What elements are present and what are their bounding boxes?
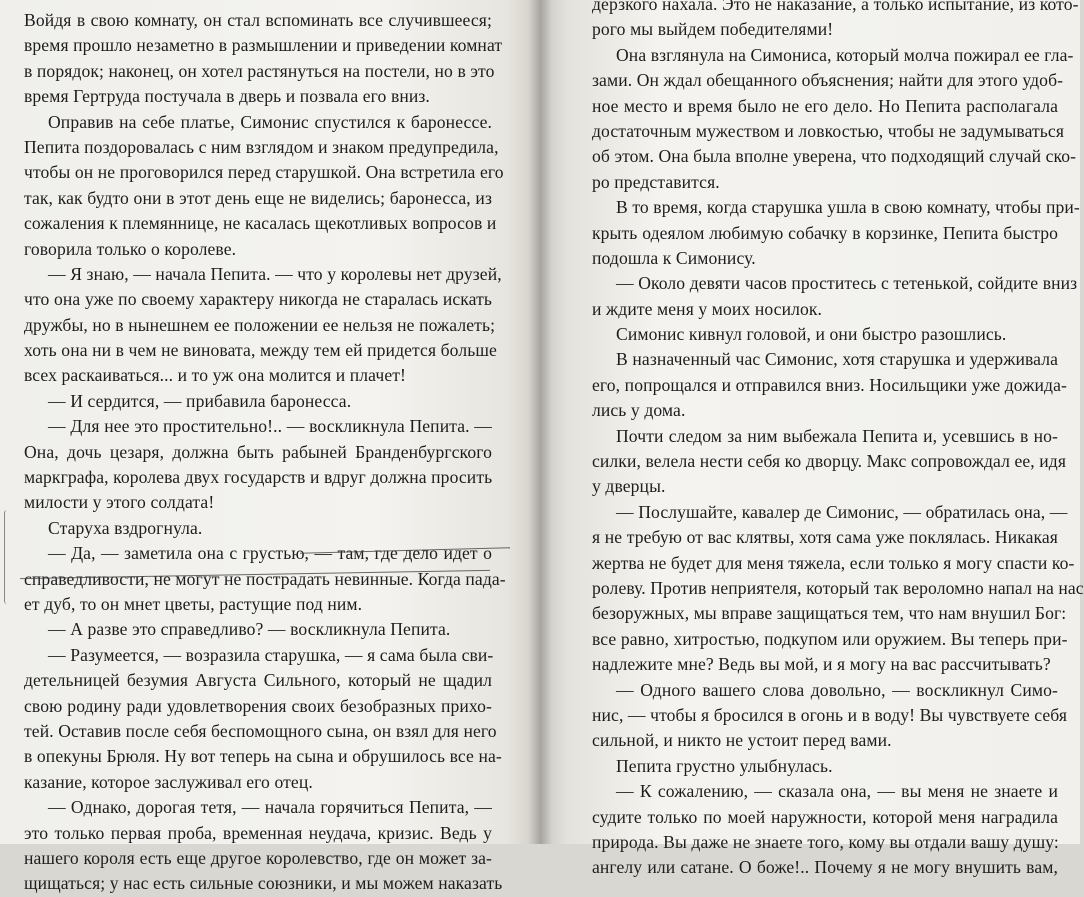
text-line: маркграфа, королева двух государств и вдруг должна просить [24,467,493,488]
text-line: судите только по моей наружности, которой меня наградила [592,806,1058,827]
text-line: его, попрощался и отправился вниз. Носильщики уже дожида- [592,374,1067,395]
text-line: Старуха вздрогнула. [48,517,203,538]
text-line: время Гертруда постучала в дверь и позвала его вниз. [24,86,430,107]
text-line: Симонис кивнул головой, и они быстро разошлись. [616,324,1007,345]
text-line: — К сожалению, — сказала она, — вы меня не знаете и [616,781,1058,802]
text-line: сильной, и никто не устоит перед вами. [592,730,892,751]
text-line: Она, дочь цезаря, должна быть рабыней Бранденбургского [24,441,492,462]
text-line: природа. Вы даже не знаете того, кому вы отдали вашу душу: [592,831,1059,852]
text-line: у дверцы. [592,476,666,497]
text-line: ро представится. [592,171,720,192]
text-line: — Около девяти часов проститесь с тетенькой, сойдите вниз [616,273,1078,294]
text-line: хоть она ни в чем не виновата, между тем ей придется больше [24,340,497,361]
text-line: дерзкого нахала. Это не наказание, а только испытание, из кото- [592,0,1079,14]
text-line: справедливости, не могут не пострадать невинные. Когда пада- [24,568,506,589]
text-line: ангелу или сатане. О боже!.. Почему я не могу внушить вам, [592,857,1058,878]
text-line: ет дуб, то он мнет цветы, растущие под ним. [24,593,363,614]
text-line: ролеву. Против неприятеля, который так вероломно напал на нас [592,577,1084,598]
text-line: в порядок; наконец, он хотел растянуться на постели, но в это [24,60,495,81]
text-line: и ждите меня у моих носилок. [592,298,823,319]
text-line: Пепита поздоровалась с ним взглядом и знаком предупредила, [24,136,499,157]
text-line: тей. Оставив после себя беспомощного сына, он взял для него [24,720,497,741]
text-line: — Однако, дорогая тетя, — начала горячиться Пепита, — [48,797,492,818]
text-line: — И сердится, — прибавила баронесса. [48,390,352,411]
text-line: я не требую от вас клятвы, хотя сама уже поклялась. Никакая [592,527,1058,548]
text-line: нис, — чтобы я бросился в огонь и в воду! Вы чувствуете себя [592,704,1068,725]
text-line: — Я знаю, — начала Пепита. — что у королевы нет друзей, [48,263,502,284]
text-line: жертва не будет для меня тяжела, если только я могу спасти ко- [592,552,1075,573]
text-line: — Для нее это простительно!.. — воскликнула Пепита. — [48,416,492,437]
text-line: лись у дома. [592,400,686,421]
text-line: это только первая проба, временная неудача, кризис. Ведь у [24,822,492,843]
text-line: подошла к Симонису. [592,247,756,268]
text-line: безоружных, мы вправе защищаться тем, что нам внушил Бог: [592,603,1067,624]
text-line: свою родину ради удовлетворения своих безобразных прихо- [24,695,492,716]
text-line: Войдя в свою комнату, он стал вспоминать все случившееся; [24,10,492,30]
text-line: — Одного вашего слова довольно, — воскликнул Симо- [616,679,1058,700]
text-line: казание, которое заслуживал его отец. [24,771,313,792]
text-line: в опекуны Брюля. Ну вот теперь на сына и обрушилось все на- [24,746,502,767]
text-line: об этом. Она была вполне уверена, что подходящий случай ско- [592,146,1077,167]
text-line: милости у этого солдата! [24,492,215,513]
text-line: силки, велела нести себя ко дворцу. Макс сопровождал ее, идя [592,451,1067,472]
text-line: рого мы выйдем победителями! [592,19,834,40]
right-page-text [592,0,1084,881]
text-line: чтобы он не проговорился перед старушкой. Она встретила его [24,162,504,183]
text-line: В назначенный час Симонис, хотя старушка и удерживала [616,349,1058,370]
text-line: достаточным мужеством и ловкостью, чтобы не задумываться [592,120,1065,141]
text-line: Пепита грустно улыбнулась. [616,755,833,776]
text-line: щищаться; у нас есть сильные союзники, и мы можем наказать [24,873,503,894]
text-line: — Разумеется, — возразила старушка, — я сама была сви- [48,644,494,665]
left-page-text [24,8,506,897]
text-line: крыть одеялом любимую собачку в корзинке, Пепита быстро [592,222,1058,243]
text-line: — Да, — заметила она с грустью, — там, где дело идет о [48,543,492,564]
text-line: дружбы, но в нынешнем ее положении ее нельзя не пожалеть; [24,314,496,335]
text-line: зами. Он ждал обещанного объяснения; найти для этого удоб- [592,70,1064,91]
text-line: В то время, когда старушка ушла в свою комнату, чтобы при- [616,197,1080,218]
right-page [540,0,1084,878]
text-line: нашего короля есть еще другое королевство, где он может за- [24,847,492,868]
text-line: говорила только о королеве. [24,238,237,259]
text-line: — А разве это справедливо? — воскликнула Пепита. [48,619,451,640]
left-page [0,0,540,894]
pencil-margin-bracket [4,510,13,604]
text-line: детельницей безумия Августа Сильного, который не щадил [24,670,492,691]
text-line: Почти следом за ним выбежала Пепита и, усевшись в но- [616,425,1058,446]
text-line: время прошло незаметно в размышлении и приведении комнат [24,35,503,56]
text-line: все равно, хитростью, подкупом или оружием. Вы теперь при- [592,628,1068,649]
text-line: Оправив на себе платье, Симонис спустился к баронессе. [48,111,492,132]
text-line: что она уже по своему характеру никогда не старалась искать [24,289,492,310]
text-line: надлежите мне? Ведь вы мой, и я могу на вас рассчитывать? [592,654,1051,675]
text-line: ное место и время было не его дело. Но Пепита располагала [592,95,1058,116]
text-line: сожаления к племяннице, не касалась щекотливых вопросов и [24,213,497,234]
text-line: так, как будто они в этот день еще не виделись; баронесса, из [24,187,492,208]
text-line: всех раскаиваться... и то уж она молится и плачет! [24,365,406,386]
text-line: Она взглянула на Симониса, который молча пожирал ее гла- [616,44,1074,65]
text-line: — Послушайте, кавалер де Симонис, — обратилась она, — [616,501,1068,522]
